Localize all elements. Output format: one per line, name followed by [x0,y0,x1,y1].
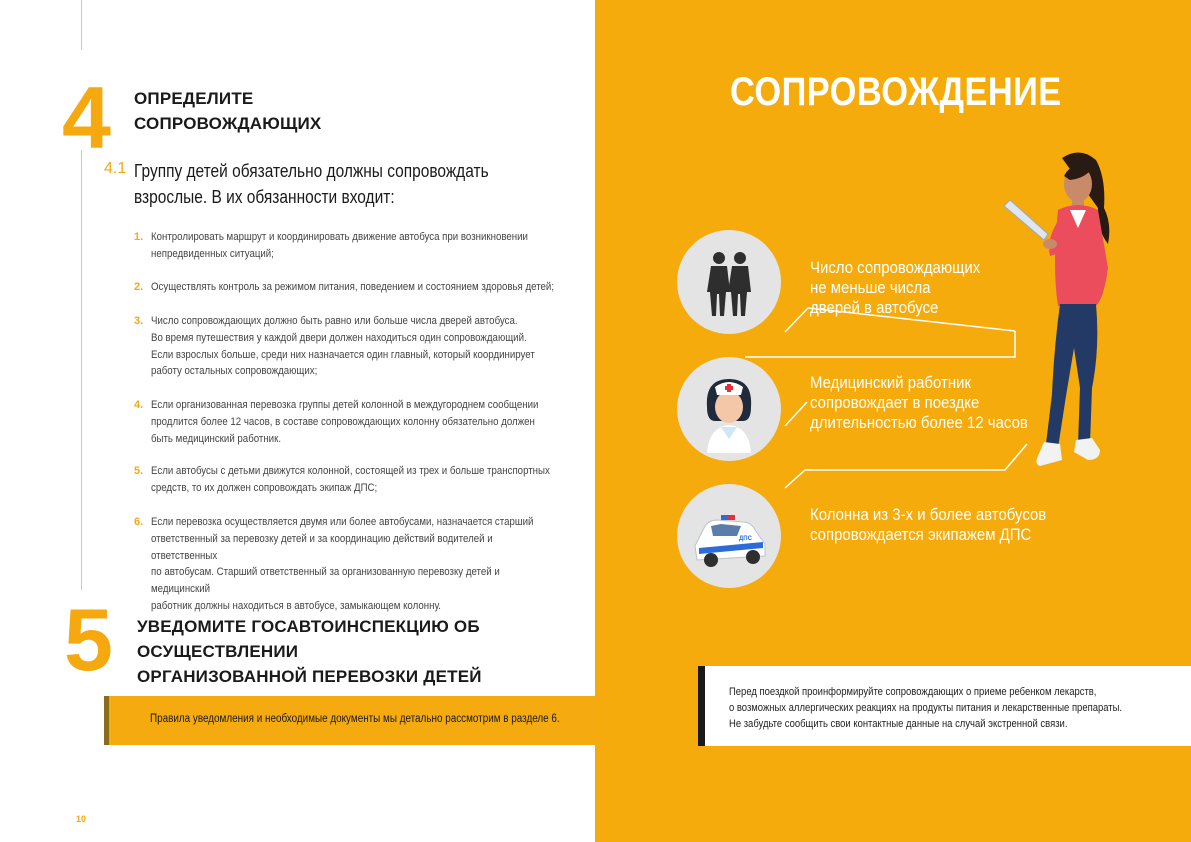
notice-line: Не забудьте сообщить свои контактные данные на случай экстренной связи. [729,718,1068,730]
list-item-line: Осуществлять контроль за режимом питания, поведением и состоянием здоровья детей; [151,281,555,293]
section-4-title-line: ОПРЕДЕЛИТЕ [134,89,254,108]
list-item-number: 5. [134,465,144,477]
list-item-number: 4. [134,399,144,411]
list-item-line: продлится более 12 часов, в составе сопровождающих колонну обязательно должен [151,415,535,428]
list-item-text [151,514,556,615]
info-line: сопровождает в поездке [810,393,980,412]
list-item [134,397,604,447]
info-line: длительностью более 12 часов [810,413,1028,432]
subsection-line: Группу детей обязательно должны сопровождать [134,161,489,181]
section-number-5: 5 [64,590,111,689]
info-police [810,505,1046,545]
subsection-text [134,158,495,210]
info-line: Число сопровождающих [810,258,981,277]
list-item-number: 3. [134,315,144,327]
list-item-text [151,279,556,296]
page-number: 10 [76,814,87,824]
circle-medic [677,357,781,461]
list-item-line: работу остальных сопровождающих; [151,365,318,378]
notice-bar [104,696,109,745]
connector-line [785,444,1027,488]
section-4-title [134,86,321,136]
info-line: Медицинский работник [810,373,972,392]
list-item-line: средств, то их должен сопровождать экипаж ДПС; [151,481,378,494]
info-medic [810,373,1028,433]
list-item [134,279,604,296]
list-item-number: 2. [134,281,144,293]
notice-line: Перед поездкой проинформируйте сопровождающих о приеме ребенком лекарств, [729,686,1097,698]
list-item-line: Контролировать маршрут и координировать движение автобуса при возникновении [151,231,528,243]
woman-with-tablet-illustration [1000,148,1160,478]
section-5-title-line: ОРГАНИЗОВАННОЙ ПЕРЕВОЗКИ ДЕТЕЙ [137,667,482,686]
notice-line: о возможных аллергических реакциях на продукты питания и лекарственные препараты. [729,702,1123,714]
connector-line [785,402,807,426]
parent-notice [698,666,1191,746]
notice-text: Правила уведомления и необходимые документы мы детально рассмотрим в разделе 6. [150,713,560,725]
left-page [0,0,595,842]
people-icon [677,230,781,334]
info-escorts [810,258,980,318]
section-number-4: 4 [62,68,109,167]
list-item-number: 6. [134,516,144,528]
list-item-text [151,313,556,380]
police-car-icon [677,484,781,588]
list-item-line: Если автобусы с детьми движутся колонной, состоящей из трех и больше транспортных [151,465,550,477]
list-item-line: непредвиденных ситуаций; [151,247,274,260]
nurse-icon [677,357,781,461]
police-car-label: ДПС [739,536,752,542]
info-line: Колонна из 3-х и более автобусов [810,505,1047,524]
info-line: сопровождается экипажем ДПС [810,525,1032,544]
list-item-text [151,463,556,497]
list-item-line: работник должны находиться в автобусе, замыкающем колонну. [151,599,442,612]
connector-line [745,331,1015,357]
list-item-line: ответственный за перевозку детей и за координацию действий водителей и ответственных [151,532,493,562]
list-item-line: Если организованная перевозка группы детей колонной в междугороднем сообщении [151,399,539,411]
notice-text [729,684,1142,732]
info-line: не меньше числа [810,278,931,297]
list-item-line: по автобусам. Старший ответственный за организованную перевозку детей и медицинский [151,566,500,596]
notice-bar [698,666,705,746]
section-5-title-line: УВЕДОМИТЕ ГОСАВТОИНСПЕКЦИЮ ОБ ОСУЩЕСТВЛЕНИИ [137,617,480,661]
subsection-line: взрослые. В их обязанности входит: [134,187,395,207]
section-5-title [137,614,595,689]
info-line: дверей в автобусе [810,298,939,317]
list-item [134,229,604,263]
list-item-text [151,397,556,447]
list-item [134,514,604,615]
section-4-title-line: СОПРОВОЖДАЮЩИХ [134,114,322,133]
divider [81,0,82,50]
list-item-text [151,229,556,263]
circle-escorts [677,230,781,334]
list-item [134,313,604,380]
list-item-line: быть медицинский работник. [151,432,282,445]
list-item-line: Во время путешествия у каждой двери должен находиться один сопровождающий. [151,331,527,344]
list-item-line: Число сопровождающих должно быть равно или больше числа дверей автобуса. [151,315,518,327]
list-item-number: 1. [134,231,144,243]
notice-banner [104,696,595,745]
list-item-line: Если взрослых больше, среди них назначается один главный, который координирует [151,348,535,361]
list-item-line: Если перевозка осуществляется двумя или более автобусами, назначается старший [151,516,534,528]
subsection-number: 4.1 [104,160,127,177]
circle-police [677,484,781,588]
page-title: СОПРОВОЖДЕНИЕ [730,70,1062,114]
divider [81,150,82,590]
list-item [134,463,604,497]
